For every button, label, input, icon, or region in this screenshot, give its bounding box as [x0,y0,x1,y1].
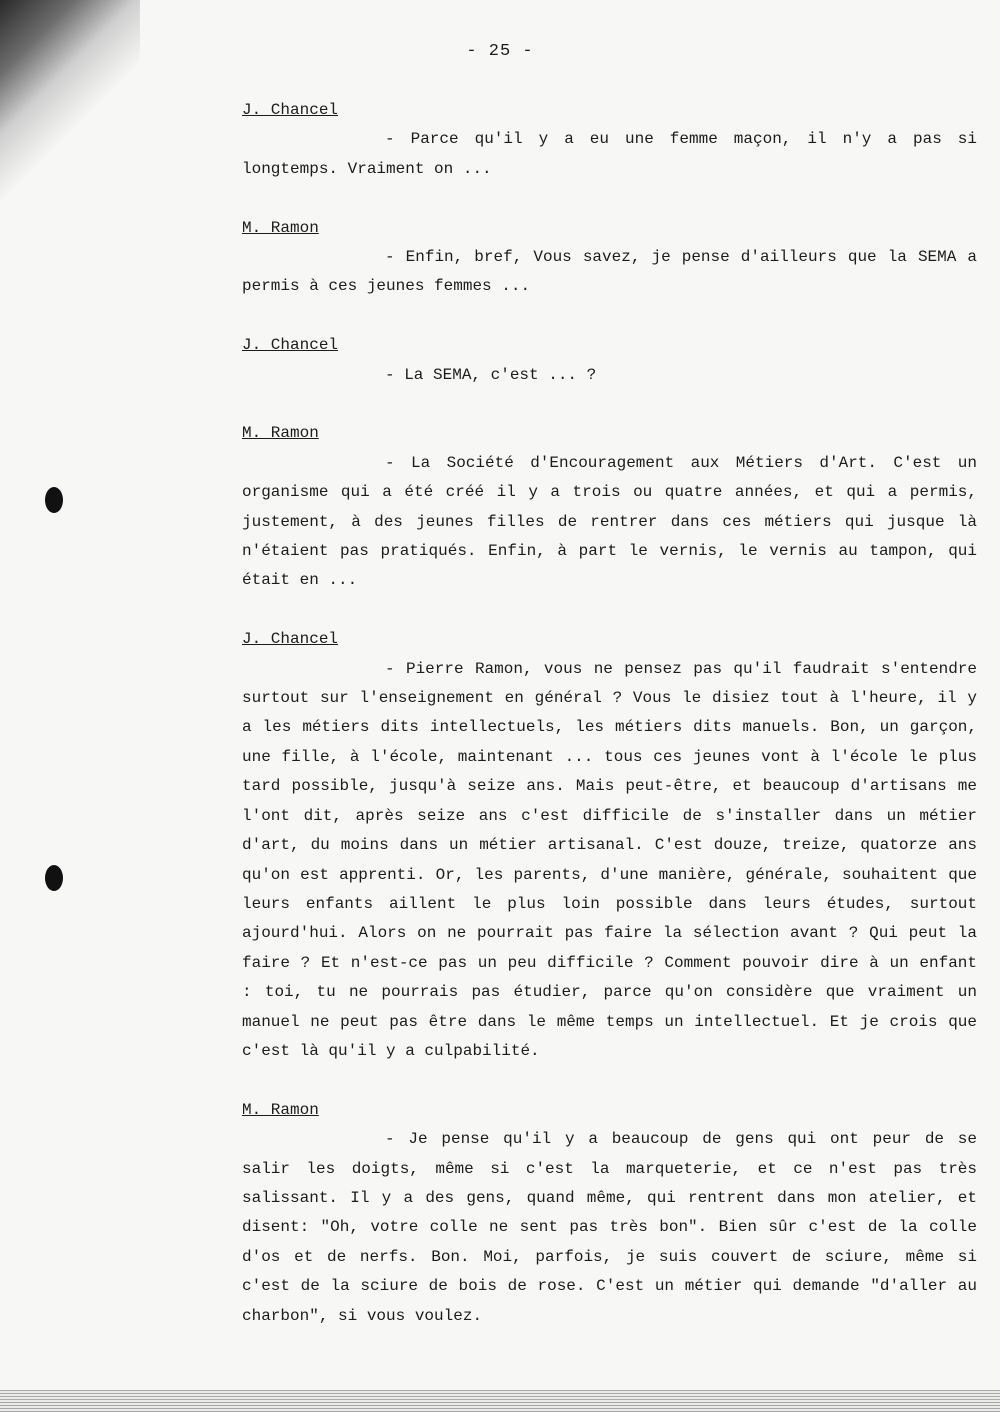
dialogue-block [242,331,977,390]
page-number: - 25 - [466,42,534,61]
punch-hole [45,487,63,513]
dialogue-block [242,214,977,302]
dialogue-block [242,1096,977,1331]
dialogue-text: - Je pense qu'il y a beaucoup de gens qui ont peur de se salir les doigts, même si c'est la marqueterie, et ce n'est pas très salissant. Il y a des gens, quand même, qui rentrent dans mon atelier, et disent: "Oh, votre colle ne sent pas très bon". Bien sûr c'est de la colle d'os et de nerfs. Bon. Moi, parfois, je suis couvert de sciure, même si c'est de la sciure de bois de rose. C'est un métier qui demande "d'aller au charbon", si vous voulez. [242,1130,977,1325]
dialogue-block [242,625,977,1066]
dialogue-block [242,96,977,184]
speaker-name: J. Chancel [242,336,339,355]
transcript-body [242,96,977,1360]
dialogue-block [242,419,977,595]
punch-hole [45,865,63,891]
speaker-name: J. Chancel [242,101,339,119]
page-edge-lines [0,1390,1000,1412]
speaker-name: M. Ramon [242,1100,319,1119]
speaker-name: J. Chancel [242,630,339,649]
dialogue-text: - La Société d'Encouragement aux Métiers d'Art. C'est un organisme qui a été créé il y a trois ou quatre années, et qui a permis, justement, à des jeunes filles de rentrer dans ces métiers qui jusque là n'étaient pas pratiqués. Enfin, à part le vernis, le vernis au tampon, qui était en ... [242,453,977,590]
dialogue-text: - Pierre Ramon, vous ne pensez pas qu'il faudrait s'entendre surtout sur l'enseignement en général ? Vous le disiez tout à l'heure, il y a les métiers dits intellectuels, les métiers dits manuels. Bon, un garçon, une fille, à l'école, maintenant ... tous ces jeunes vont à l'école le plus tard possible, jusqu'à seize ans. Mais peut-être, et beaucoup d'artisans me l'ont dit, après seize ans c'est difficile de s'installer dans un métier d'art, du moins dans un métier artisanal. C'est douze, treize, quatorze ans qu'on est apprenti. Or, les parents, d'une manière, générale, souhaitent que leurs enfants aillent le plus loin possible dans leurs études, surtout ajourd'hui. Alors on ne pourrait pas faire la sélection avant ? Qui peut la faire ? Et n'est-ce pas un peu difficile ? Comment pouvoir dire à un enfant : toi, tu ne pourrais pas étudier, parce qu'on considère que vraiment un manuel ne peut pas être dans le même temps un intellectuel. Et je crois que c'est là qu'il y a culpabilité. [242,659,977,1060]
page-corner-shadow [0,0,140,200]
speaker-name: M. Ramon [242,424,319,443]
dialogue-text: - La SEMA, c'est ... ? [385,365,597,384]
speaker-name: M. Ramon [242,218,319,237]
dialogue-text: - Enfin, bref, Vous savez, je pense d'ailleurs que la SEMA a permis à ces jeunes femmes ... [242,248,977,296]
dialogue-text: - Parce qu'il y a eu une femme maçon, il n'y a pas si longtemps. Vraiment on ... [242,130,977,178]
